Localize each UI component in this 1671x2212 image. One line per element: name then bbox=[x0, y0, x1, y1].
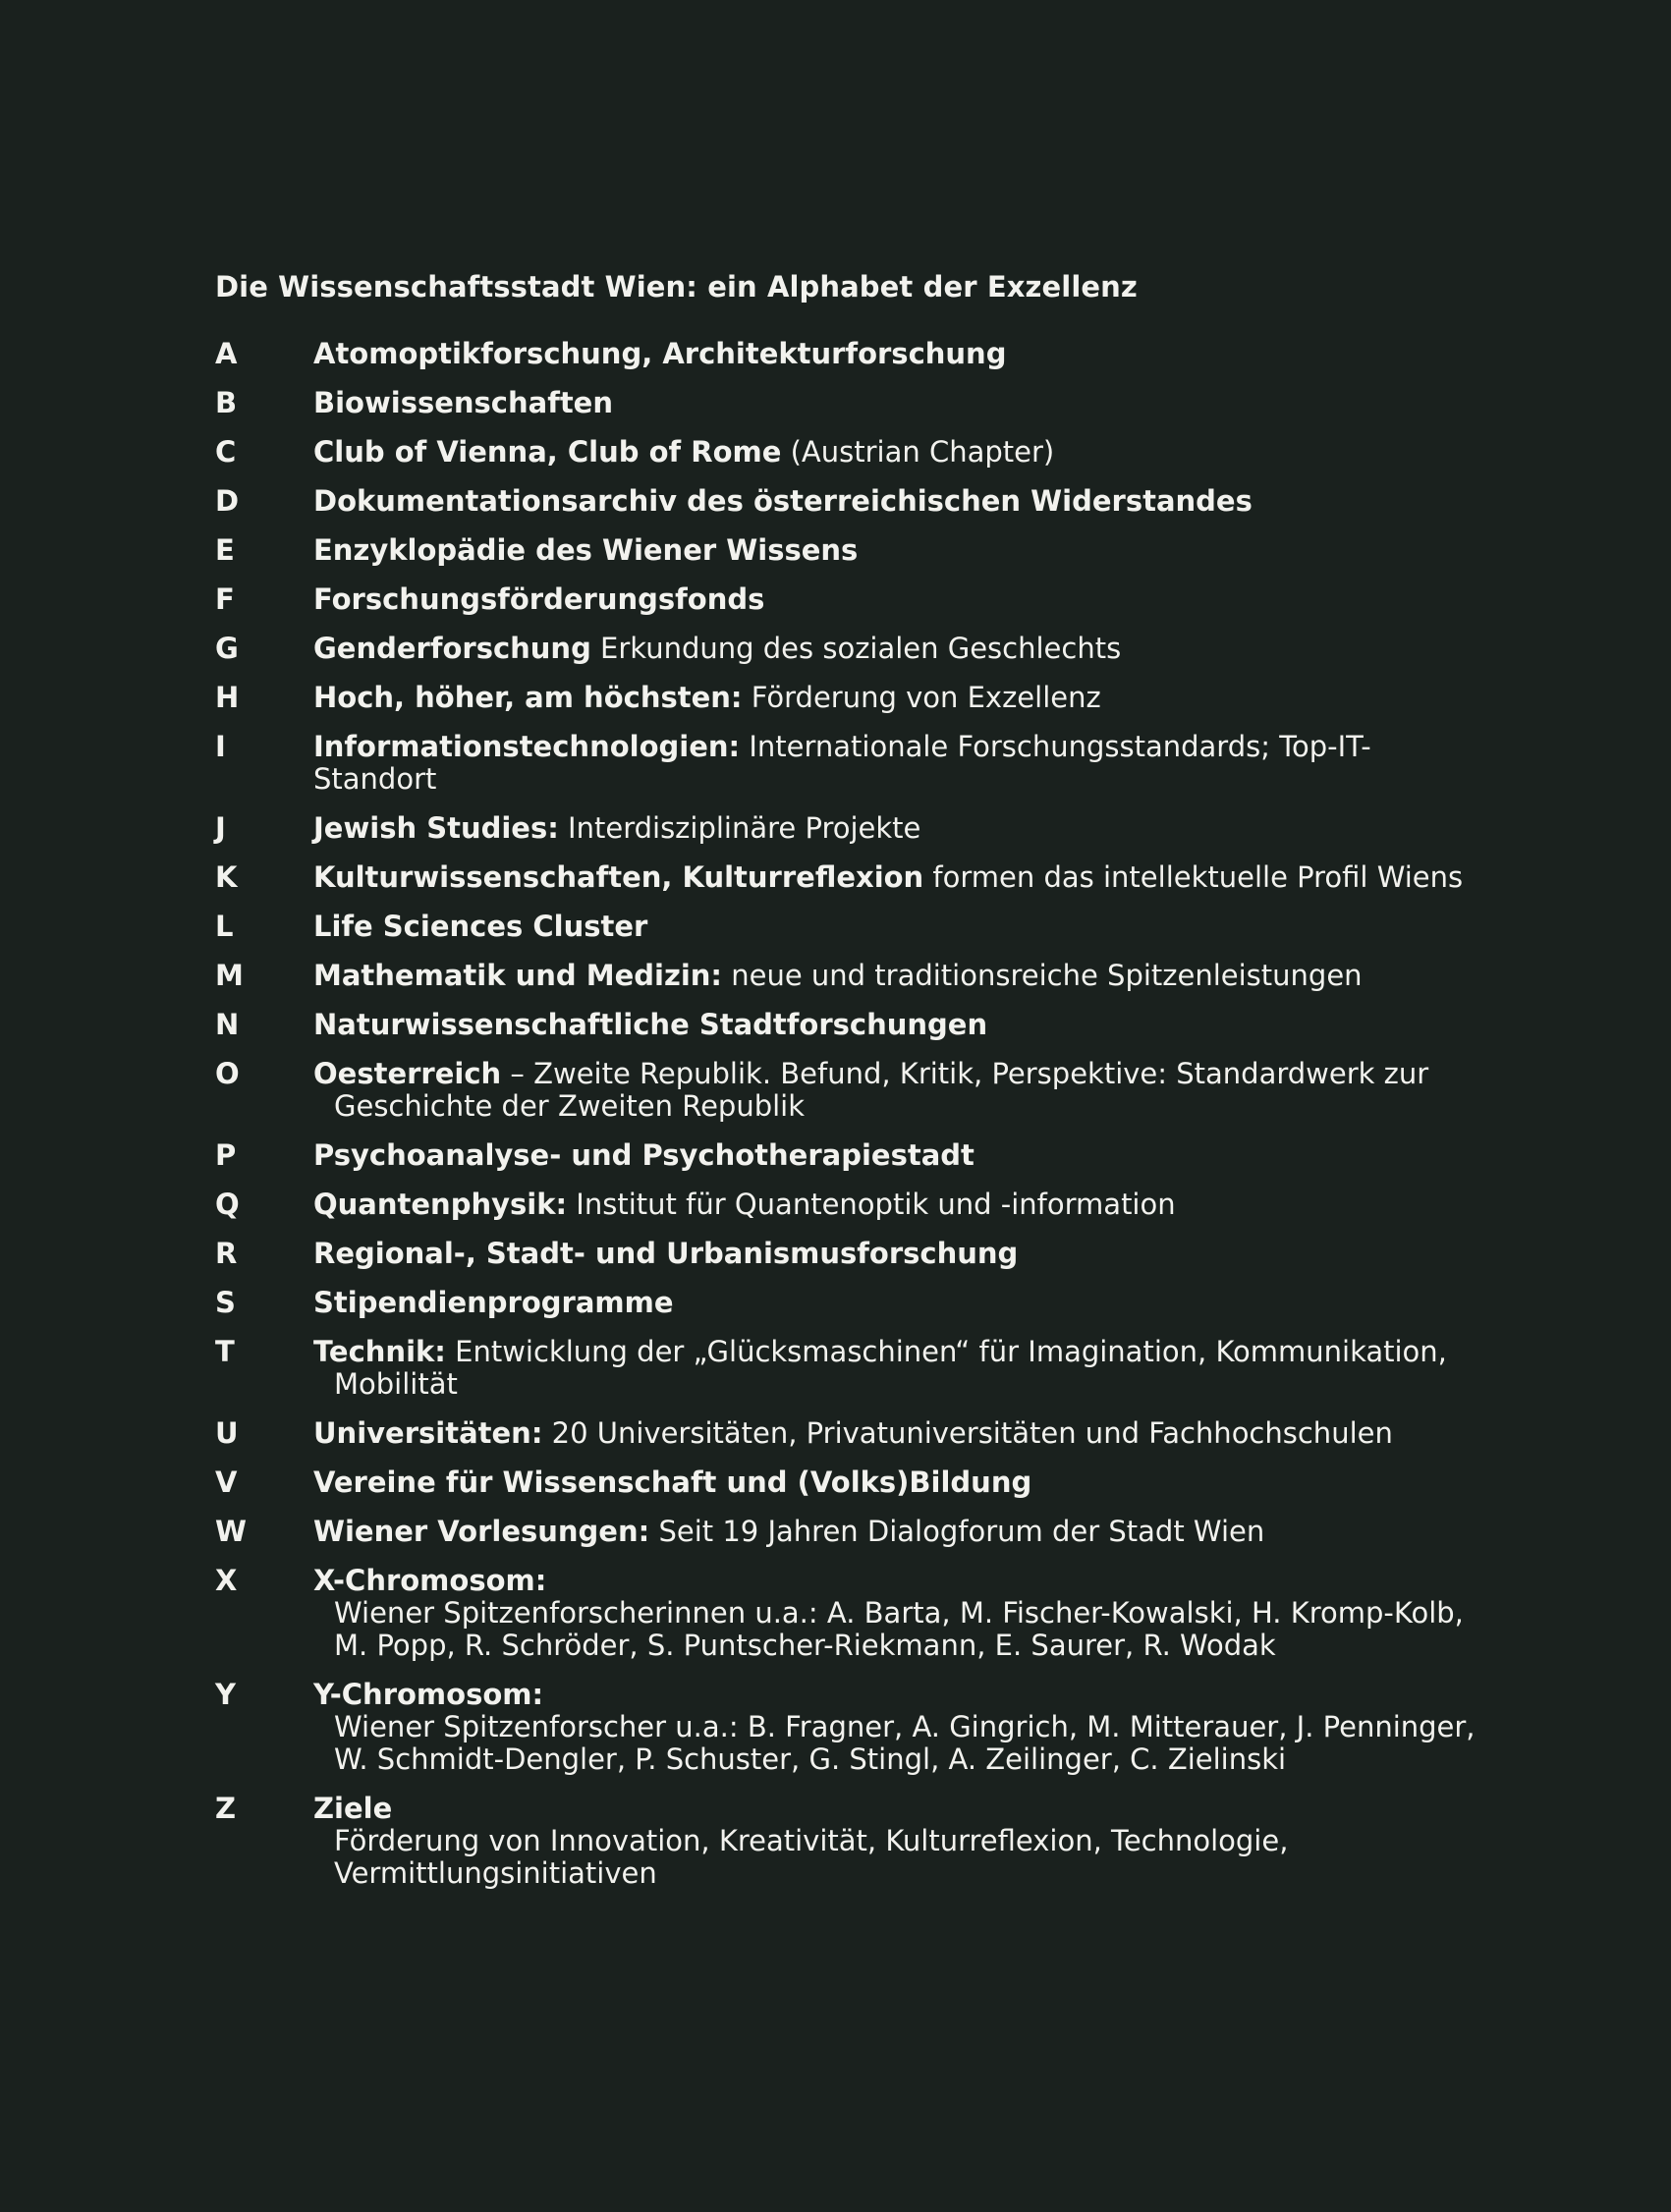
entry-letter: H bbox=[215, 681, 240, 714]
entry-continuation-line: Geschichte der Zweiten Republik bbox=[334, 1089, 806, 1123]
alphabet-entry-c bbox=[215, 436, 1492, 469]
entry-letter: S bbox=[215, 1286, 236, 1319]
entry-continuation-line: M. Popp, R. Schröder, S. Puntscher-Riekmann, E. Saurer, R. Wodak bbox=[334, 1629, 1276, 1662]
alphabet-entry-m bbox=[215, 960, 1492, 992]
alphabet-entry-y bbox=[215, 1679, 1492, 1776]
alphabet-entry-n bbox=[215, 1009, 1492, 1041]
entry-letter: D bbox=[215, 484, 240, 518]
alphabet-entry-p bbox=[215, 1139, 1492, 1172]
alphabet-entry-i bbox=[215, 731, 1492, 796]
entry-heading: Enzyklopädie des Wiener Wissens bbox=[313, 533, 859, 567]
entry-heading: Regional-, Stadt- und Urbanismusforschung bbox=[313, 1237, 1019, 1270]
entry-description: 20 Universitäten, Privatuniversitäten und Fachhochschulen bbox=[542, 1416, 1393, 1450]
entry-heading: Technik: bbox=[313, 1335, 446, 1368]
entry-heading: Universitäten: bbox=[313, 1416, 543, 1450]
alphabet-entry-x bbox=[215, 1565, 1492, 1662]
entry-letter: M bbox=[215, 959, 244, 992]
entry-letter: G bbox=[215, 632, 239, 665]
alphabet-entry-a bbox=[215, 338, 1492, 370]
entry-heading: Psychoanalyse- und Psychotherapiestadt bbox=[313, 1138, 975, 1172]
alphabet-entry-j bbox=[215, 812, 1492, 845]
entry-heading: Stipendienprogramme bbox=[313, 1286, 674, 1319]
entry-heading: Wiener Vorlesungen: bbox=[313, 1515, 650, 1548]
entry-letter: B bbox=[215, 386, 238, 419]
alphabet-entry-o bbox=[215, 1058, 1492, 1123]
entry-letter: R bbox=[215, 1237, 238, 1270]
entry-heading: Atomoptikforschung, Architekturforschung bbox=[313, 337, 1007, 370]
entry-letter: W bbox=[215, 1515, 247, 1548]
alphabet-entry-e bbox=[215, 534, 1492, 567]
alphabet-entry-h bbox=[215, 682, 1492, 714]
alphabet-entry-q bbox=[215, 1189, 1492, 1221]
entry-continuation-line: Vermittlungsinitiativen bbox=[334, 1856, 657, 1890]
entry-letter: Q bbox=[215, 1188, 240, 1221]
entry-letter: N bbox=[215, 1008, 240, 1041]
alphabet-entry-g bbox=[215, 633, 1492, 665]
entry-letter: J bbox=[215, 811, 226, 845]
entry-description: Internationale Forschungsstandards; Top-IT-Standort bbox=[313, 730, 1371, 796]
entry-description: formen das intellektuelle Profil Wiens bbox=[923, 860, 1464, 894]
alphabet-entry-d bbox=[215, 485, 1492, 518]
alphabet-entry-b bbox=[215, 387, 1492, 419]
entry-letter: Y bbox=[215, 1678, 236, 1711]
page-title: Die Wissenschaftsstadt Wien: ein Alphabet der Exzellenz bbox=[215, 270, 1138, 304]
alphabet-entry-s bbox=[215, 1287, 1492, 1319]
entry-description: Förderung von Exzellenz bbox=[742, 681, 1101, 714]
entry-letter: F bbox=[215, 582, 235, 616]
entry-letter: K bbox=[215, 860, 238, 894]
entry-continuation-line: Wiener Spitzenforscher u.a.: B. Fragner, A. Gingrich, M. Mitterauer, J. Penninger, bbox=[334, 1710, 1476, 1743]
entry-description: Seit 19 Jahren Dialogforum der Stadt Wien bbox=[649, 1515, 1265, 1548]
entry-heading: Hoch, höher, am höchsten: bbox=[313, 681, 743, 714]
entry-letter: V bbox=[215, 1465, 238, 1499]
entry-letter: C bbox=[215, 435, 237, 469]
alphabet-entry-k bbox=[215, 861, 1492, 894]
alphabet-entry-t bbox=[215, 1336, 1492, 1401]
entry-heading: Forschungsförderungsfonds bbox=[313, 582, 765, 616]
alphabet-list bbox=[215, 338, 1492, 1890]
entry-heading: Vereine für Wissenschaft und (Volks)Bildung bbox=[313, 1465, 1032, 1499]
entry-description: Institut für Quantenoptik und -information bbox=[567, 1188, 1176, 1221]
entry-heading: Club of Vienna, Club of Rome bbox=[313, 435, 782, 469]
entry-continuation-line: Förderung von Innovation, Kreativität, Kulturreflexion, Technologie, bbox=[334, 1824, 1289, 1857]
entry-letter: Z bbox=[215, 1792, 237, 1825]
entry-heading: Life Sciences Cluster bbox=[313, 910, 648, 943]
entry-letter: L bbox=[215, 910, 234, 943]
entry-letter: A bbox=[215, 337, 238, 370]
entry-heading: Biowissenschaften bbox=[313, 386, 613, 419]
entry-heading: X-Chromosom: bbox=[313, 1564, 547, 1597]
entry-heading: Ziele bbox=[313, 1792, 393, 1825]
entry-letter: I bbox=[215, 730, 226, 763]
entry-heading: Oesterreich bbox=[313, 1057, 502, 1090]
entry-continuation-line: Mobilität bbox=[334, 1367, 458, 1401]
entry-heading: Jewish Studies: bbox=[313, 811, 559, 845]
entry-letter: O bbox=[215, 1057, 240, 1090]
entry-letter: T bbox=[215, 1335, 235, 1368]
alphabet-entry-f bbox=[215, 583, 1492, 616]
entry-letter: P bbox=[215, 1138, 237, 1172]
entry-heading: Y-Chromosom: bbox=[313, 1678, 544, 1711]
entry-heading: Dokumentationsarchiv des österreichischen Widerstandes bbox=[313, 484, 1253, 518]
alphabet-entry-w bbox=[215, 1516, 1492, 1548]
document-page bbox=[215, 267, 1492, 1907]
entry-description: neue und traditionsreiche Spitzenleistungen bbox=[722, 959, 1363, 992]
entry-description: – Zweite Republik. Befund, Kritik, Perspektive: Standardwerk zur bbox=[501, 1057, 1429, 1090]
entry-description: (Austrian Chapter) bbox=[781, 435, 1055, 469]
entry-continuation-line: W. Schmidt-Dengler, P. Schuster, G. Stingl, A. Zeilinger, C. Zielinski bbox=[334, 1742, 1287, 1776]
entry-heading: Quantenphysik: bbox=[313, 1188, 568, 1221]
alphabet-entry-v bbox=[215, 1466, 1492, 1499]
entry-letter: E bbox=[215, 533, 235, 567]
entry-heading: Naturwissenschaftliche Stadtforschungen bbox=[313, 1008, 988, 1041]
alphabet-entry-r bbox=[215, 1238, 1492, 1270]
alphabet-entry-z bbox=[215, 1793, 1492, 1890]
entry-description: Entwicklung der „Glücksmaschinen“ für Imagination, Kommunikation, bbox=[445, 1335, 1447, 1368]
alphabet-entry-l bbox=[215, 911, 1492, 943]
entry-letter: U bbox=[215, 1416, 239, 1450]
entry-continuation-line: Wiener Spitzenforscherinnen u.a.: A. Barta, M. Fischer-Kowalski, H. Kromp-Kolb, bbox=[334, 1596, 1464, 1630]
entry-heading: Informationstechnologien: bbox=[313, 730, 741, 763]
entry-letter: X bbox=[215, 1564, 238, 1597]
alphabet-entry-u bbox=[215, 1417, 1492, 1450]
entry-heading: Genderforschung bbox=[313, 632, 591, 665]
entry-description: Erkundung des sozialen Geschlechts bbox=[590, 632, 1122, 665]
entry-description: Interdisziplinäre Projekte bbox=[558, 811, 921, 845]
entry-heading: Mathematik und Medizin: bbox=[313, 959, 723, 992]
entry-heading: Kulturwissenschaften, Kulturreflexion bbox=[313, 860, 924, 894]
